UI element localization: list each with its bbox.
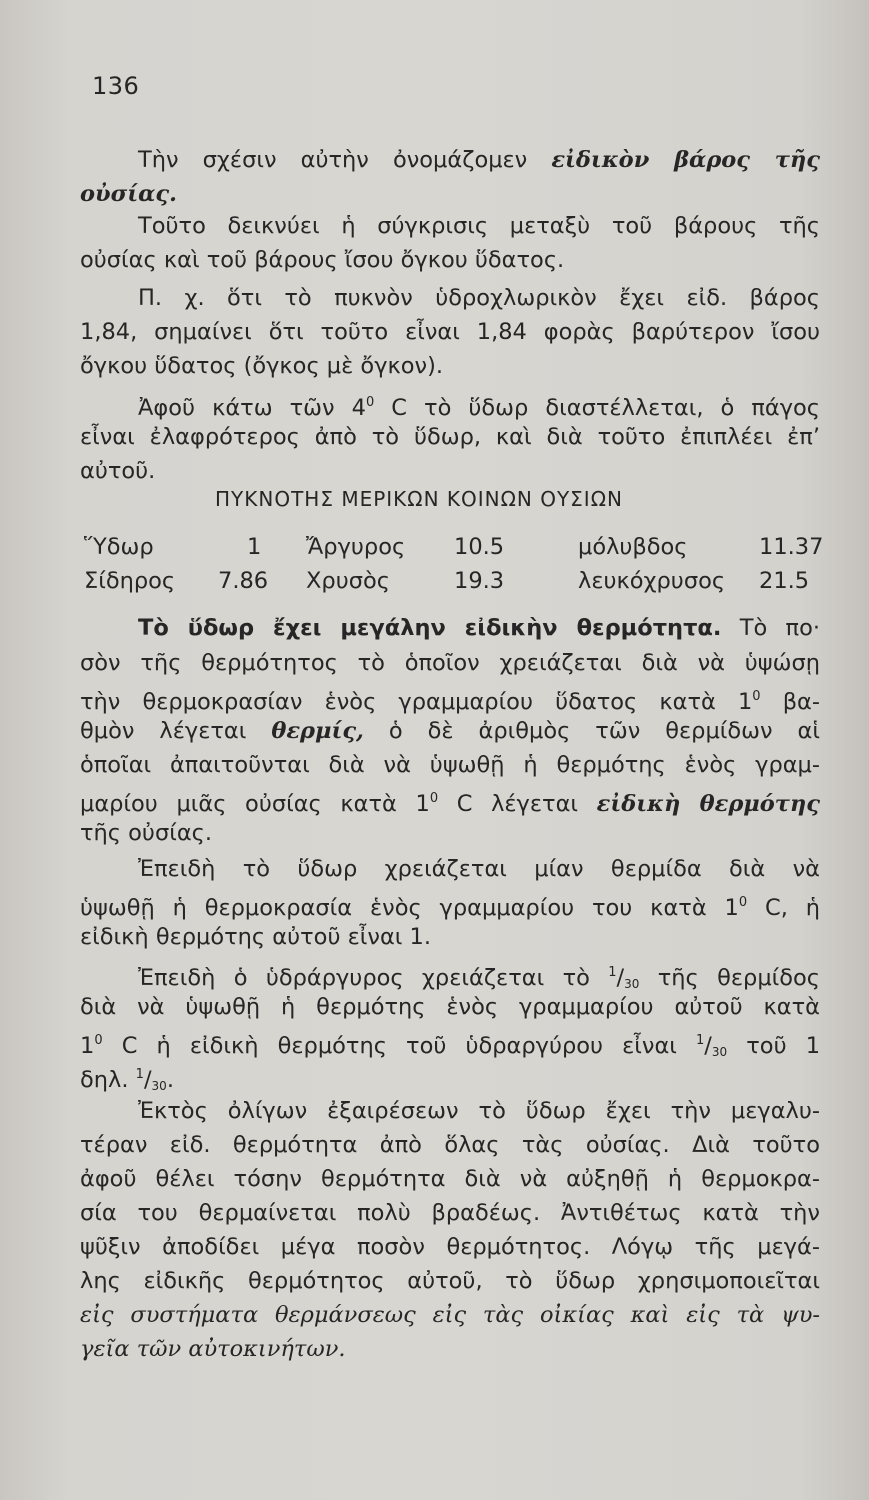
paragraph-line: ὑψωθῇ ἡ θερμοκρασία ἑνὸς γραμμαρίου του κατὰ $1^0$ C, ἡ xyxy=(80,895,820,921)
paragraph-line: οὐσίας. xyxy=(80,181,177,207)
paragraph-line: Π. χ. ὅτι τὸ πυκνὸν ὑδροχλωρικὸν ἔχει εἰδ. βάρος xyxy=(138,285,820,311)
paragraph-line: Ἐκτὸς ὀλίγων ἐξαιρέσεων τὸ ὕδωρ ἔχει τὴν μεγαλυ- xyxy=(138,1098,820,1124)
paragraph-line: θμὸν λέγεται θερμίς, ὁ δὲ ἀριθμὸς τῶν θερμίδων αἱ xyxy=(80,718,820,744)
table-cell: λευκόχρυσος xyxy=(578,568,726,594)
table-cell: Σίδηρος xyxy=(84,568,176,594)
paragraph-line: Ἐπειδὴ τὸ ὕδωρ χρειάζεται μίαν θερμίδα διὰ νὰ xyxy=(138,856,820,882)
paragraph-line: αὐτοῦ. xyxy=(80,458,156,484)
paragraph-line: Τὸ ὕδωρ ἔχει μεγάλην εἰδικὴν θερμότητα. Τὸ πο· xyxy=(138,615,820,641)
paragraph-line: ψῦξιν ἀποδίδει μέγα ποσὸν θερμότητος. Λόγῳ τῆς μεγά- xyxy=(80,1234,820,1260)
paragraph-line: Τοῦτο δεικνύει ἡ σύγκρισις μεταξὺ τοῦ βάρους τῆς xyxy=(138,213,820,239)
paragraph-line: ὁποῖαι ἀπαιτοῦνται διὰ νὰ ὑψωθῇ ἡ θερμότης ἑνὸς γραμ- xyxy=(80,752,820,778)
paragraph-line: τέραν εἰδ. θερμότητα ἀπὸ ὅλας τὰς οὐσίας. Διὰ τοῦτο xyxy=(80,1132,820,1158)
paragraph-line: μαρίου μιᾶς οὐσίας κατὰ $1^0$ C λέγεται εἰδικὴ θερμότης xyxy=(80,791,820,817)
table-cell: 21.5 xyxy=(759,568,810,594)
paragraph-line: τῆς οὐσίας. xyxy=(80,820,213,846)
table-caption: ΠΥΚΝΟΤΗΣ ΜΕΡΙΚΩΝ ΚΟΙΝΩΝ ΟΥΣΙΩΝ xyxy=(215,487,623,511)
table-cell: Ἄργυρος xyxy=(306,534,406,560)
paragraph-line: Ἐπειδὴ ὁ ὑδράργυρος χρειάζεται τὸ $^1/_{30}$ τῆς θερμίδος xyxy=(138,965,820,991)
paragraph-line: σία του θερμαίνεται πολὺ βραδέως. Ἀντιθέτως κατὰ τὴν xyxy=(80,1200,820,1226)
page-number: 136 xyxy=(92,72,140,100)
paragraph-line: δηλ. $^1/_{30}$. xyxy=(80,1067,174,1093)
paragraph-line: διὰ νὰ ὑψωθῇ ἡ θερμότης ἑνὸς γραμμαρίου αὐτοῦ κατὰ xyxy=(80,994,820,1020)
paragraph-line: 1,84, σημαίνει ὅτι τοῦτο εἶναι 1,84 φορὰς βαρύτερον ἴσου xyxy=(80,319,820,345)
paragraph-line: ἀφοῦ θέλει τόσην θερμότητα διὰ νὰ αὐξηθῇ ἡ θερμοκρα- xyxy=(80,1166,820,1192)
paragraph-line: σὸν τῆς θερμότητος τὸ ὁποῖον χρειάζεται διὰ νὰ ὑψώσῃ xyxy=(80,650,820,676)
paragraph-line: ὄγκου ὕδατος (ὄγκος μὲ ὄγκον). xyxy=(80,353,444,379)
paragraph-line: εἰς συστήματα θερμάνσεως εἰς τὰς οἰκίας καὶ εἰς τὰ ψυ- xyxy=(80,1302,820,1328)
table-cell: 10.5 xyxy=(454,534,505,560)
table-cell: 19.3 xyxy=(454,568,505,594)
paragraph-line: εἶναι ἐλαφρότερος ἀπὸ τὸ ὕδωρ, καὶ διὰ τοῦτο ἐπιπλέει ἐπ’ xyxy=(80,424,820,450)
table-cell: μόλυβδος xyxy=(578,534,688,560)
table-cell: 1 xyxy=(247,534,262,560)
paragraph-line: τὴν θερμοκρασίαν ἑνὸς γραμμαρίου ὕδατος κατὰ $1^0$ βα- xyxy=(80,689,820,715)
table-cell: Ὕδωρ xyxy=(84,534,154,560)
paragraph-line: εἰδικὴ θερμότης αὐτοῦ εἶναι 1. xyxy=(80,924,432,950)
paragraph-line: γεῖα τῶν αὐτοκινήτων. xyxy=(80,1336,346,1362)
paragraph-line: Τὴν σχέσιν αὐτὴν ὀνομάζομεν εἰδικὸν βάρος τῆς xyxy=(138,147,820,173)
table-cell: Χρυσὸς xyxy=(306,568,390,594)
table-cell: 11.37 xyxy=(759,534,824,560)
paragraph-line: $1^0$ C ἡ εἰδικὴ θερμότης τοῦ ὑδραργύρου εἶναι $^1/_{30}$ τοῦ 1 xyxy=(80,1033,821,1059)
paragraph-line: Ἀφοῦ κάτω τῶν $4^0$ C τὸ ὕδωρ διαστέλλεται, ὁ πάγος xyxy=(138,395,821,421)
paragraph-line: λης εἰδικῆς θερμότητος αὐτοῦ, τὸ ὕδωρ χρησιμοποιεῖται xyxy=(80,1268,820,1294)
table-cell: 7.86 xyxy=(218,568,269,594)
paragraph-line: οὐσίας καὶ τοῦ βάρους ἴσου ὄγκου ὕδατος. xyxy=(80,247,565,273)
